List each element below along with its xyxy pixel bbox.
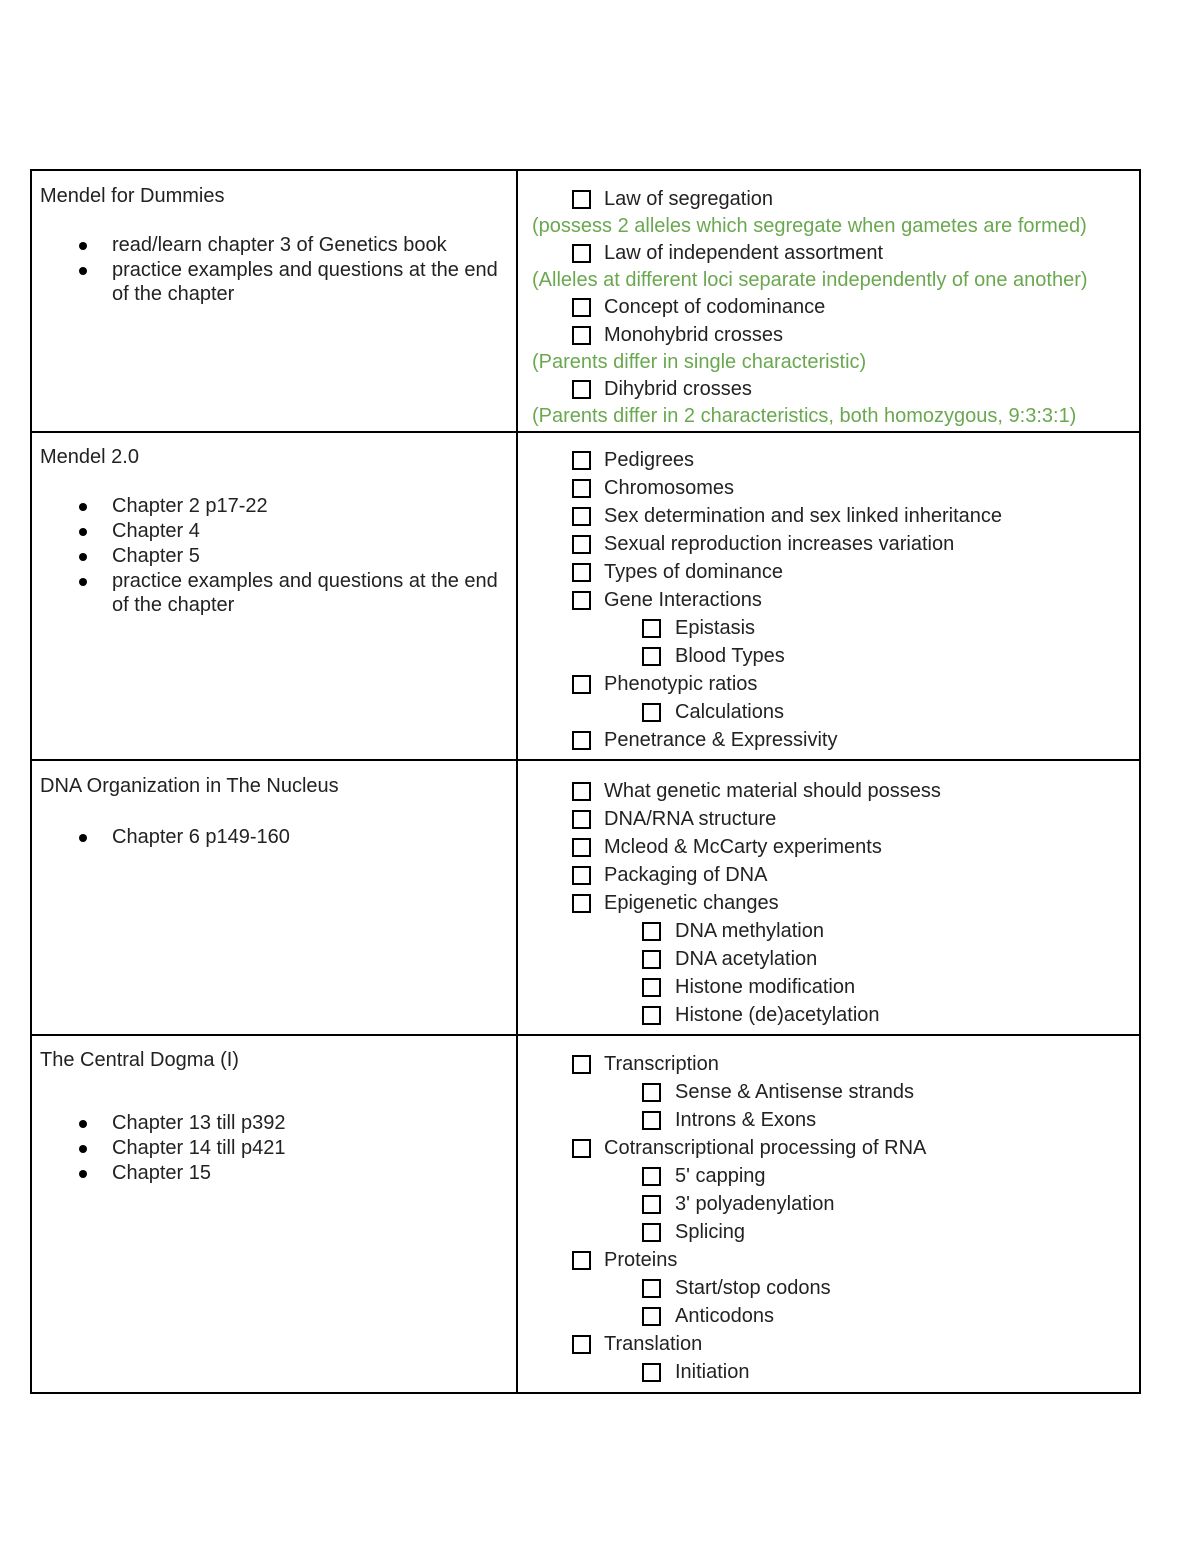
checklist-item-epigenetic-changes[interactable] — [524, 889, 1136, 917]
checklist-item-start-stop-codons[interactable] — [524, 1274, 1136, 1302]
checklist-item-initiation[interactable] — [524, 1358, 1136, 1386]
checklist-item-dna-rna-structure[interactable] — [524, 805, 1136, 833]
checklist-item-label: Start/stop codons — [675, 1277, 831, 1299]
chapter-bullet: Chapter 13 till p392 — [40, 1111, 510, 1135]
checkbox-icon[interactable] — [572, 866, 591, 885]
checklist-item-sense-antisense-strands[interactable] — [524, 1078, 1136, 1106]
checklist-item-epistasis[interactable] — [524, 614, 1136, 642]
checklist-item-label: Histone modification — [675, 976, 856, 998]
topic-note: (Parents differ in 2 characteristics, both homozygous, 9:3:3:1) — [532, 405, 1077, 427]
chapter-bullet-list — [40, 1111, 510, 1186]
checkbox-icon[interactable] — [572, 535, 591, 554]
checklist-item-label: What genetic material should possess — [604, 780, 941, 802]
checklist-item-label: Dihybrid crosses — [604, 378, 752, 400]
checklist-item-label: Anticodons — [675, 1305, 774, 1327]
checklist-item-label: DNA/RNA structure — [604, 808, 777, 830]
checklist-item-sex-determination-and-sex-linked-inheritance[interactable] — [524, 502, 1136, 530]
checklist-item-label: Concept of codominance — [604, 296, 826, 318]
checklist-item-5-capping[interactable] — [524, 1162, 1136, 1190]
checklist-item-chromosomes[interactable] — [524, 474, 1136, 502]
chapter-bullet-list — [40, 825, 510, 850]
checklist-item-label: Sexual reproduction increases variation — [604, 533, 955, 555]
chapter-bullet: Chapter 5 — [40, 544, 510, 568]
row-divider — [32, 759, 1139, 761]
topic-note: (Parents differ in single characteristic) — [532, 351, 867, 373]
checklist-item-label: Sense & Antisense strands — [675, 1081, 915, 1103]
checklist-item-label: DNA methylation — [675, 920, 824, 942]
checkbox-icon[interactable] — [572, 591, 591, 610]
checkbox-icon[interactable] — [642, 1223, 661, 1242]
row-divider — [32, 1034, 1139, 1036]
checklist-item-mcleod-mccarty-experiments[interactable] — [524, 833, 1136, 861]
chapter-bullet: Chapter 14 till p421 — [40, 1136, 510, 1160]
checklist-item-label: Introns & Exons — [675, 1109, 817, 1131]
topic-note: (possess 2 alleles which segregate when gametes are formed) — [532, 215, 1087, 237]
checklist-item-label: Translation — [604, 1333, 703, 1355]
checklist-item-pedigrees[interactable] — [524, 446, 1136, 474]
chapter-bullet: Chapter 2 p17-22 — [40, 494, 510, 518]
checklist-item-dna-methylation[interactable] — [524, 917, 1136, 945]
checkbox-icon[interactable] — [572, 675, 591, 694]
checklist-item-histone-modification[interactable] — [524, 973, 1136, 1001]
checkbox-icon[interactable] — [642, 1006, 661, 1025]
checklist-item-calculations[interactable] — [524, 698, 1136, 726]
checklist-item-label: Gene Interactions — [604, 589, 762, 611]
checkbox-icon[interactable] — [572, 479, 591, 498]
checklist-item-phenotypic-ratios[interactable] — [524, 670, 1136, 698]
checklist-item-label: Epistasis — [675, 617, 756, 639]
checklist-item-label: Initiation — [675, 1361, 750, 1383]
chapter-bullet: practice examples and questions at the end of the chapter — [40, 258, 510, 306]
checklist-item-label: Mcleod & McCarty experiments — [604, 836, 882, 858]
checklist-item-blood-types[interactable] — [524, 642, 1136, 670]
checklist-item-label: Proteins — [604, 1249, 678, 1271]
checklist-item-anticodons[interactable] — [524, 1302, 1136, 1330]
checklist-item-label: Packaging of DNA — [604, 864, 768, 886]
checkbox-icon[interactable] — [642, 619, 661, 638]
checklist-item-label: Calculations — [675, 701, 784, 723]
checkbox-icon[interactable] — [572, 326, 591, 345]
checklist-item-label: 3' polyadenylation — [675, 1193, 835, 1215]
study-checklist-table — [30, 169, 1141, 1394]
chapter-bullet: read/learn chapter 3 of Genetics book — [40, 233, 510, 257]
checklist-item-label: DNA acetylation — [675, 948, 818, 970]
checkbox-icon[interactable] — [642, 1111, 661, 1130]
chapter-bullet: Chapter 6 p149-160 — [40, 825, 510, 849]
column-divider — [516, 171, 518, 1392]
checklist-item-label: Law of segregation — [604, 188, 774, 210]
checkbox-icon[interactable] — [642, 1363, 661, 1382]
checklist-item-law-of-independent-assortment[interactable] — [524, 239, 1136, 267]
checkbox-icon[interactable] — [642, 1167, 661, 1186]
checkbox-icon[interactable] — [572, 1335, 591, 1354]
checkbox-icon[interactable] — [572, 563, 591, 582]
chapter-bullet-list — [40, 233, 510, 307]
checkbox-icon[interactable] — [572, 190, 591, 209]
checkbox-icon[interactable] — [572, 782, 591, 801]
checklist-item-law-of-segregation[interactable] — [524, 185, 1136, 213]
checklist-item-dihybrid-crosses[interactable] — [524, 375, 1136, 403]
checklist-item-packaging-of-dna[interactable] — [524, 861, 1136, 889]
checkbox-icon[interactable] — [642, 1195, 661, 1214]
checklist-item-3-polyadenylation[interactable] — [524, 1190, 1136, 1218]
checklist-item-what-genetic-material-should-possess[interactable] — [524, 777, 1136, 805]
topic-checklist — [524, 185, 1136, 429]
checklist-item-label: Histone (de)acetylation — [675, 1004, 880, 1026]
checkbox-icon[interactable] — [572, 244, 591, 263]
checkbox-icon[interactable] — [642, 950, 661, 969]
checkbox-icon[interactable] — [572, 810, 591, 829]
checklist-item-gene-interactions[interactable] — [524, 586, 1136, 614]
checkbox-icon[interactable] — [642, 647, 661, 666]
chapter-bullet: Chapter 4 — [40, 519, 510, 543]
checklist-item-label: 5' capping — [675, 1165, 766, 1187]
checklist-item-label: Cotranscriptional processing of RNA — [604, 1137, 927, 1159]
checkbox-icon[interactable] — [572, 731, 591, 750]
checklist-item-monohybrid-crosses[interactable] — [524, 321, 1136, 349]
chapter-bullet: Chapter 15 — [40, 1161, 510, 1185]
checkbox-icon[interactable] — [642, 922, 661, 941]
section-title: Mendel for Dummies — [40, 185, 225, 207]
checklist-item-label: Blood Types — [675, 645, 785, 667]
checklist-item-concept-of-codominance[interactable] — [524, 293, 1136, 321]
chapter-bullet: practice examples and questions at the end of the chapter — [40, 569, 510, 617]
checkbox-icon[interactable] — [572, 838, 591, 857]
checklist-item-introns-exons[interactable] — [524, 1106, 1136, 1134]
checklist-item-cotranscriptional-processing-of-rna[interactable] — [524, 1134, 1136, 1162]
checkbox-icon[interactable] — [642, 703, 661, 722]
section-title: Mendel 2.0 — [40, 446, 139, 468]
chapter-bullet-list — [40, 494, 510, 618]
checkbox-icon[interactable] — [572, 894, 591, 913]
checklist-item-translation[interactable] — [524, 1330, 1136, 1358]
topic-checklist — [524, 1050, 1136, 1386]
checklist-item-label: Phenotypic ratios — [604, 673, 758, 695]
checklist-item-label: Monohybrid crosses — [604, 324, 783, 346]
section-title: DNA Organization in The Nucleus — [40, 775, 339, 797]
checklist-item-splicing[interactable] — [524, 1218, 1136, 1246]
checkbox-icon[interactable] — [572, 1055, 591, 1074]
checklist-item-label: Pedigrees — [604, 449, 695, 471]
checklist-item-sexual-reproduction-increases-variation[interactable] — [524, 530, 1136, 558]
checkbox-icon[interactable] — [572, 298, 591, 317]
checkbox-icon[interactable] — [642, 978, 661, 997]
checkbox-icon[interactable] — [572, 507, 591, 526]
checklist-item-histone-de-acetylation[interactable] — [524, 1001, 1136, 1029]
topic-checklist — [524, 777, 1136, 1029]
checklist-item-penetrance-expressivity[interactable] — [524, 726, 1136, 754]
checkbox-icon[interactable] — [572, 1139, 591, 1158]
checklist-item-label: Law of independent assortment — [604, 242, 884, 264]
checklist-item-label: Splicing — [675, 1221, 746, 1243]
checklist-item-label: Penetrance & Expressivity — [604, 729, 838, 751]
checklist-item-proteins[interactable] — [524, 1246, 1136, 1274]
checkbox-icon[interactable] — [642, 1307, 661, 1326]
checkbox-icon[interactable] — [642, 1279, 661, 1298]
checklist-item-dna-acetylation[interactable] — [524, 945, 1136, 973]
checklist-item-label: Epigenetic changes — [604, 892, 779, 914]
section-title: The Central Dogma (I) — [40, 1049, 239, 1071]
checklist-item-label: Transcription — [604, 1053, 719, 1075]
row-divider — [32, 431, 1139, 433]
checklist-item-types-of-dominance[interactable] — [524, 558, 1136, 586]
checklist-item-label: Chromosomes — [604, 477, 735, 499]
checkbox-icon[interactable] — [572, 451, 591, 470]
checklist-item-transcription[interactable] — [524, 1050, 1136, 1078]
checklist-item-label: Types of dominance — [604, 561, 783, 583]
checklist-item-label: Sex determination and sex linked inheritance — [604, 505, 1003, 527]
topic-checklist — [524, 446, 1136, 754]
checkbox-icon[interactable] — [642, 1083, 661, 1102]
checkbox-icon[interactable] — [572, 380, 591, 399]
checkbox-icon[interactable] — [572, 1251, 591, 1270]
topic-note: (Alleles at different loci separate independently of one another) — [532, 269, 1088, 291]
